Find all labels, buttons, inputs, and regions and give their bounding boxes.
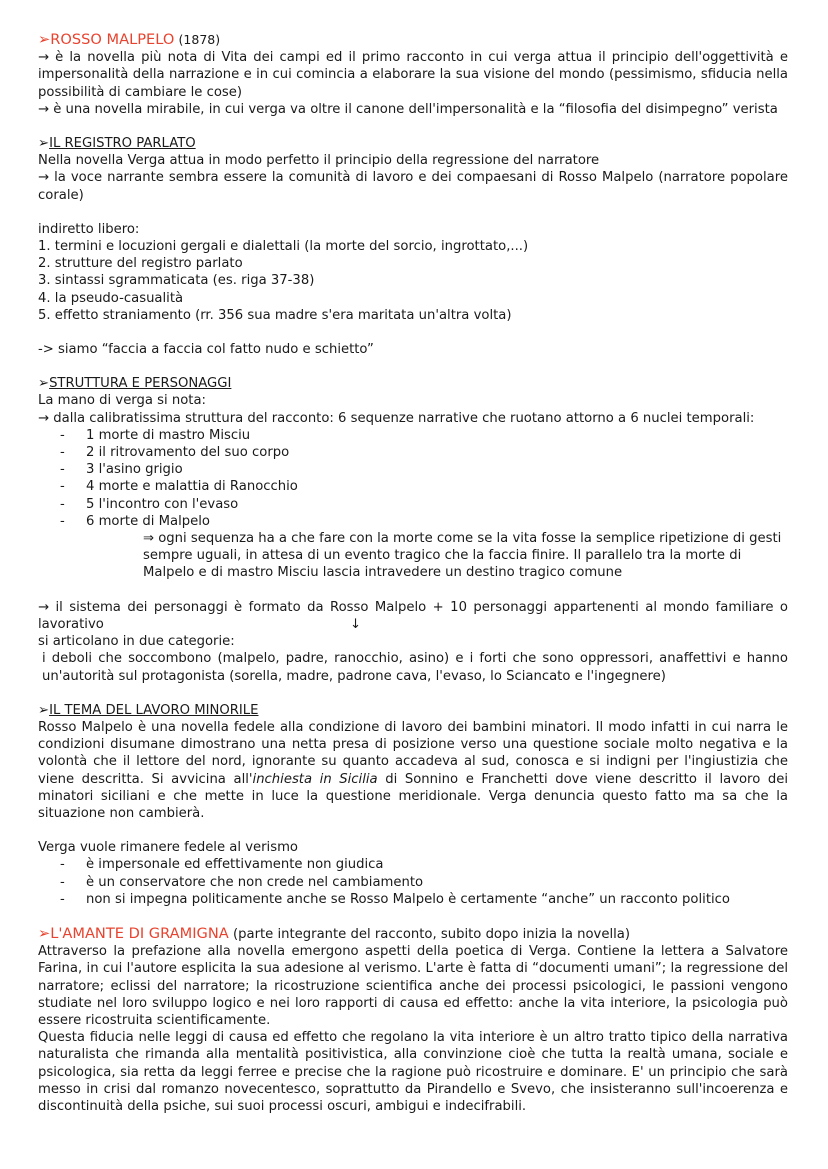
list-item: - è un conservatore che non crede nel cambiamento <box>38 874 788 891</box>
heading-title: ROSSO MALPELO <box>50 31 175 48</box>
paragraph: → dalla calibratissima struttura del racconto: 6 sequenze narrative che ruotano attorno a 6 nuclei temporali: <box>38 410 755 426</box>
heading-marker: ➢ <box>38 31 51 48</box>
section-heading-struttura <box>38 375 788 392</box>
paragraph: → è la novella più nota di Vita dei campi ed il primo racconto in cui verga attua il principio dell'oggettività e impersonalità della narrazione e in cui comincia a elaborare la sua visione del mondo (pessimismo, sfiducia nella possibilità di cambiare le cose) <box>38 50 788 100</box>
list-item: 3. sintassi sgrammaticata (es. riga 37-38) <box>38 273 315 289</box>
heading-marker: ➢ <box>38 702 50 718</box>
paragraph: → il sistema dei personaggi è formato da Rosso Malpelo + 10 personaggi appartenenti al mondo familiare o lavorativo <box>38 599 788 632</box>
heading-title: STRUTTURA E PERSONAGGI <box>49 376 232 392</box>
paragraph: → è una novella mirabile, in cui verga va oltre il canone dell'impersonalità e la “filosofia del disimpegno” verista <box>38 101 778 117</box>
paragraph: La mano di verga si nota: <box>38 393 206 409</box>
list-item: 4. la pseudo-casualità <box>38 290 184 306</box>
down-arrow-icon: ↓ <box>350 617 362 633</box>
list-item: - 6 morte di Malpelo <box>38 513 788 530</box>
text-run: di Sonnino e Franchetti dove viene descritto il lavoro dei minatori siciliani e che mette in luce la questione meridionale. Verga denuncia questo fatto ma sa che la situazione non cambierà. <box>38 771 789 821</box>
paragraph: Verga vuole rimanere fedele al verismo <box>38 840 299 856</box>
paragraph: si articolano in due categorie: <box>38 634 235 650</box>
list-item: - 4 morte e malattia di Ranocchio <box>38 478 788 495</box>
heading-title: L'AMANTE DI GRAMIGNA <box>50 924 229 942</box>
heading-title: IL REGISTRO PARLATO <box>49 136 196 152</box>
section-heading-rosso-malpelo <box>38 31 788 49</box>
heading-marker: ➢ <box>38 376 50 392</box>
conclusion: -> siamo “faccia a faccia col fatto nudo e schietto” <box>38 342 374 358</box>
text-run: Rosso Malpelo è una novella fedele alla condizione di lavoro dei bambini minatori. Il modo infatti in cui narra le condizioni disumane dimostrano una netta presa di posizione verso una questione sociale molto negativa e la volontà che il lettore del nord, ignorante su quanto accadeva al sud, conosca e si indigni per l'ingiustizia che viene descritta. Si avvicina all' <box>38 719 788 787</box>
heading-note: (parte integrante del racconto, subito dopo inizia la novella) <box>232 926 631 942</box>
list-item: - è impersonale ed effettivamente non giudica <box>38 856 788 873</box>
heading-year: (1878) <box>178 32 221 47</box>
section-heading-registro-parlato <box>38 135 788 152</box>
heading-marker: ➢ <box>38 136 50 152</box>
paragraph: Attraverso la prefazione alla novella emergono aspetti della poetica di Verga. Contiene la lettera a Salvatore Farina, in cui l'autore esplicita la sua adesione al verismo. L'arte è fatta di “documenti umani”; la regressione del narratore; eclissi del narratore; la ricostruzione scientifica anche dei processi psicologici, le passioni vengono studiate nel loro sviluppo logico e nei loro rapporti di causa ed effetto: anche la vita interiore, la psicologia può essere ricostruita scientificamente. <box>38 944 788 1028</box>
sequence-list <box>38 427 788 530</box>
heading-title: IL TEMA DEL LAVORO MINORILE <box>49 702 259 718</box>
paragraph: Questa fiducia nelle leggi di causa ed effetto che regolano la vita interiore è un altro tratto tipico della narrativa naturalista che rimanda alla mentalità positivistica, alla convinzione cioè che tutta la realtà umana, sociale e psicologica, sia retta da leggi ferree e precise che la ragione può ricostruire e dominare. E' un principio che sarà messo in crisi dal romanzo novecentesco, soprattutto da Pirandello e Svevo, che insisteranno sull'incoerenza e discontinuità della psiche, sui suoi processi oscuri, ambigui e indecifrabili. <box>38 1030 788 1114</box>
list-item: - 3 l'asino grigio <box>38 461 788 478</box>
down-arrow-line <box>38 616 788 633</box>
list-item: - non si impegna politicamente anche se Rosso Malpelo è certamente “anche” un racconto politico <box>38 891 788 908</box>
list-item: 1. termini e locuzioni gergali e dialettali (la morte del sorcio, ingrottato,...) <box>38 239 529 255</box>
paragraph: → la voce narrante sembra essere la comunità di lavoro e dei compaesani di Rosso Malpelo (narratore popolare corale) <box>38 170 788 203</box>
paragraph: i deboli che soccombono (malpelo, padre, ranocchio, asino) e i forti che sono oppressori, anaffettivi e hanno un'autorità sul protagonista (sorella, madre, padrone cava, l'evaso, lo Sciancato e l'ingegnere) <box>42 651 788 684</box>
heading-marker: ➢ <box>38 924 51 942</box>
list-item: 2. strutture del registro parlato <box>38 256 243 272</box>
list-item: - 1 morte di mastro Misciu <box>38 427 788 444</box>
italic-title: inchiesta in Sicilia <box>252 771 378 787</box>
paragraph <box>38 719 788 822</box>
section-heading-amante-gramigna <box>38 925 788 943</box>
document-page <box>38 31 788 1115</box>
verismo-list <box>38 856 788 908</box>
list-item: 5. effetto straniamento (rr. 356 sua madre s'era maritata un'altra volta) <box>38 307 512 323</box>
list-item: - 2 il ritrovamento del suo corpo <box>38 444 788 461</box>
implication-note: ⇒ ogni sequenza ha a che fare con la morte come se la vita fosse la semplice ripetizione di gesti sempre uguali, in attesa di un evento tragico che la faccia finire. Il parallelo tra la morte di Malpelo e di mastro Misciu lascia intravedere un destino tragico comune <box>143 531 782 581</box>
list-title: indiretto libero: <box>38 221 140 237</box>
section-heading-lavoro-minorile <box>38 702 788 719</box>
paragraph: Nella novella Verga attua in modo perfetto il principio della regressione del narratore <box>38 153 600 169</box>
list-item: - 5 l'incontro con l'evaso <box>38 496 788 513</box>
